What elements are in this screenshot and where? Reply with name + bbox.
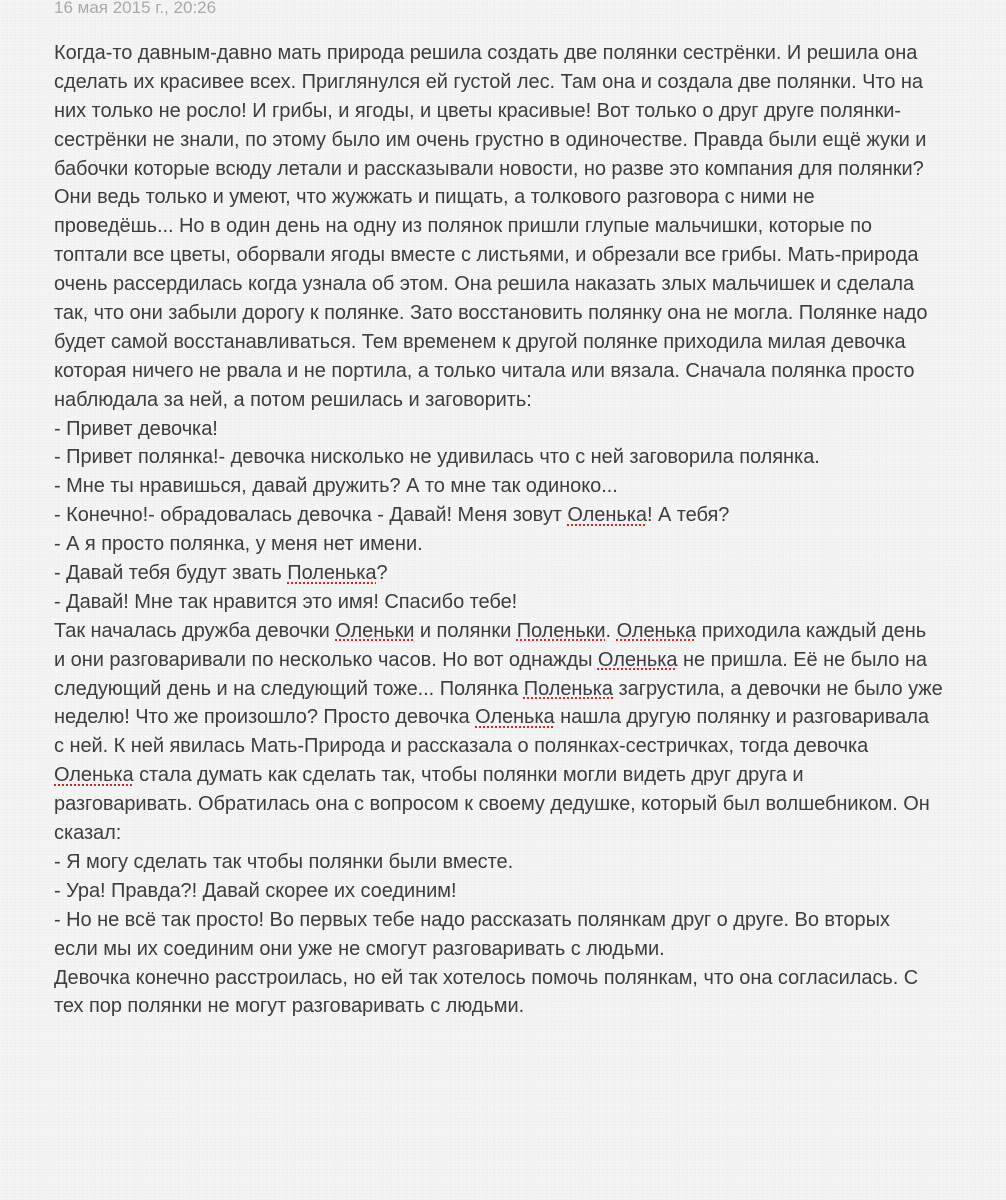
text-line <box>54 559 1006 588</box>
text-line: - Я могу сделать так чтобы полянки были вместе. <box>54 850 514 873</box>
spellcheck-word: Оленька <box>475 706 555 729</box>
text-segment: следующий день и на следующий тоже... Полянка <box>54 677 524 700</box>
text-line: очень рассердилась когда узнала об этом. Она решила наказать злых мальчишек и сделала <box>54 273 915 296</box>
spellcheck-word: Оленьки <box>335 619 415 642</box>
text-line <box>54 501 1006 530</box>
text-segment: и полянки <box>414 619 517 642</box>
spellcheck-word: Оленька <box>54 764 134 787</box>
text-segment: загрустила, а девочки не было уже <box>613 677 943 700</box>
text-line: - А я просто полянка, у меня нет имени. <box>54 533 423 556</box>
text-segment: не пришла. Её не было на <box>677 648 927 671</box>
text-line <box>54 703 1006 732</box>
text-line: которая ничего не рвала и не портила, а только читала или вязала. Сначала полянка просто <box>54 359 915 382</box>
spellcheck-word: Оленька <box>567 504 647 527</box>
text-line: Девочка конечно расстроилась, но ей так хотелось помочь полянкам, что она согласилась. С <box>54 966 919 989</box>
text-segment: приходила каждый день <box>696 619 927 642</box>
text-segment: ! А тебя? <box>646 504 730 527</box>
text-line: проведёшь... Но в один день на одну из полянок пришли глупые мальчишки, которые по <box>54 215 872 238</box>
text-line: сделать их красивее всех. Приглянулся ей густой лес. Там она и создала две полянки. Что на <box>54 70 923 93</box>
note-date: 16 мая 2015 г., 20:26 <box>54 0 217 17</box>
text-segment: и они разговаривали по несколько часов. Но вот однажды <box>54 648 598 671</box>
text-line: - Но не всё так просто! Во первых тебе надо рассказать полянкам друг о друге. Во вторых <box>54 908 890 931</box>
text-line: - Ура! Правда?! Давай скорее их соединим! <box>54 879 457 902</box>
text-line: разговаривать. Обратилась она с вопросом к своему дедушке, который был волшебником. Он <box>54 793 930 816</box>
text-segment: неделю! Что же произошло? Просто девочка <box>54 706 476 729</box>
text-line: сестрёнки не знали, по этому было им очень грустно в одиночестве. Правда были ещё жуки и <box>54 128 927 151</box>
text-segment: - Давай тебя будут звать <box>54 562 288 585</box>
spellcheck-word: Поленька <box>287 562 377 585</box>
text-segment: ? <box>376 562 388 585</box>
text-segment: - Конечно!- обрадовалась девочка - Давай! Меня зовут <box>54 504 568 527</box>
text-line: Они ведь только и умеют, что жужжать и пищать, а толкового разговора с ними не <box>54 186 815 209</box>
text-segment: Так началась дружба девочки <box>54 619 336 642</box>
text-line <box>54 675 1006 704</box>
text-line: - Давай! Мне так нравится это имя! Спасибо тебе! <box>54 590 518 613</box>
text-line: - Мне ты нравишься, давай дружить? А то мне так одиноко... <box>54 475 618 498</box>
spellcheck-word: Оленька <box>616 619 697 642</box>
text-segment: стала думать как сделать так, чтобы полянки могли видеть друг друга и <box>133 764 804 787</box>
spellcheck-word: Оленька <box>597 648 678 671</box>
text-segment: нашла другую полянку и разговаривала <box>554 706 929 729</box>
text-segment: . <box>605 619 617 642</box>
text-line: если мы их соединим они уже не смогут разговаривать с людьми. <box>54 937 665 960</box>
spellcheck-word: Поленьки <box>516 619 606 642</box>
text-line: сказал: <box>54 822 122 845</box>
text-line <box>54 761 1006 790</box>
text-line <box>54 617 1006 646</box>
text-line: тех пор полянки не могут разговаривать с людьми. <box>54 995 525 1018</box>
text-line: - Привет полянка!- девочка нисколько не удивилась что с ней заговорила полянка. <box>54 446 820 469</box>
note-body-text[interactable] <box>54 39 1006 1021</box>
text-line: с ней. К ней явилась Мать-Природа и рассказала о полянках-сестричках, тогда девочка <box>54 735 869 758</box>
text-line: - Привет девочка! <box>54 417 218 440</box>
text-line: так, что они забыли дорогу к полянке. Зато восстановить полянку она не могла. Полянке надо <box>54 302 928 325</box>
text-line: них только не росло! И грибы, и ягоды, и цветы красивые! Вот только о друг друге полянки- <box>54 99 901 122</box>
spellcheck-word: Поленька <box>523 677 613 700</box>
text-line <box>54 646 1006 675</box>
text-line: Когда-то давным-давно мать природа решила создать две полянки сестрёнки. И решила она <box>54 42 918 64</box>
text-line: наблюдала за ней, а потом решилась и заговорить: <box>54 388 532 411</box>
text-line: бабочки которые всюду летали и рассказывали новости, но разве это компания для полянки? <box>54 157 924 180</box>
text-line: топтали все цветы, оборвали ягоды вместе с листьями, и обрезали все грибы. Мать-природа <box>54 244 919 267</box>
text-line: будет самой восстанавливаться. Тем временем к другой полянке приходила милая девочка <box>54 330 906 353</box>
